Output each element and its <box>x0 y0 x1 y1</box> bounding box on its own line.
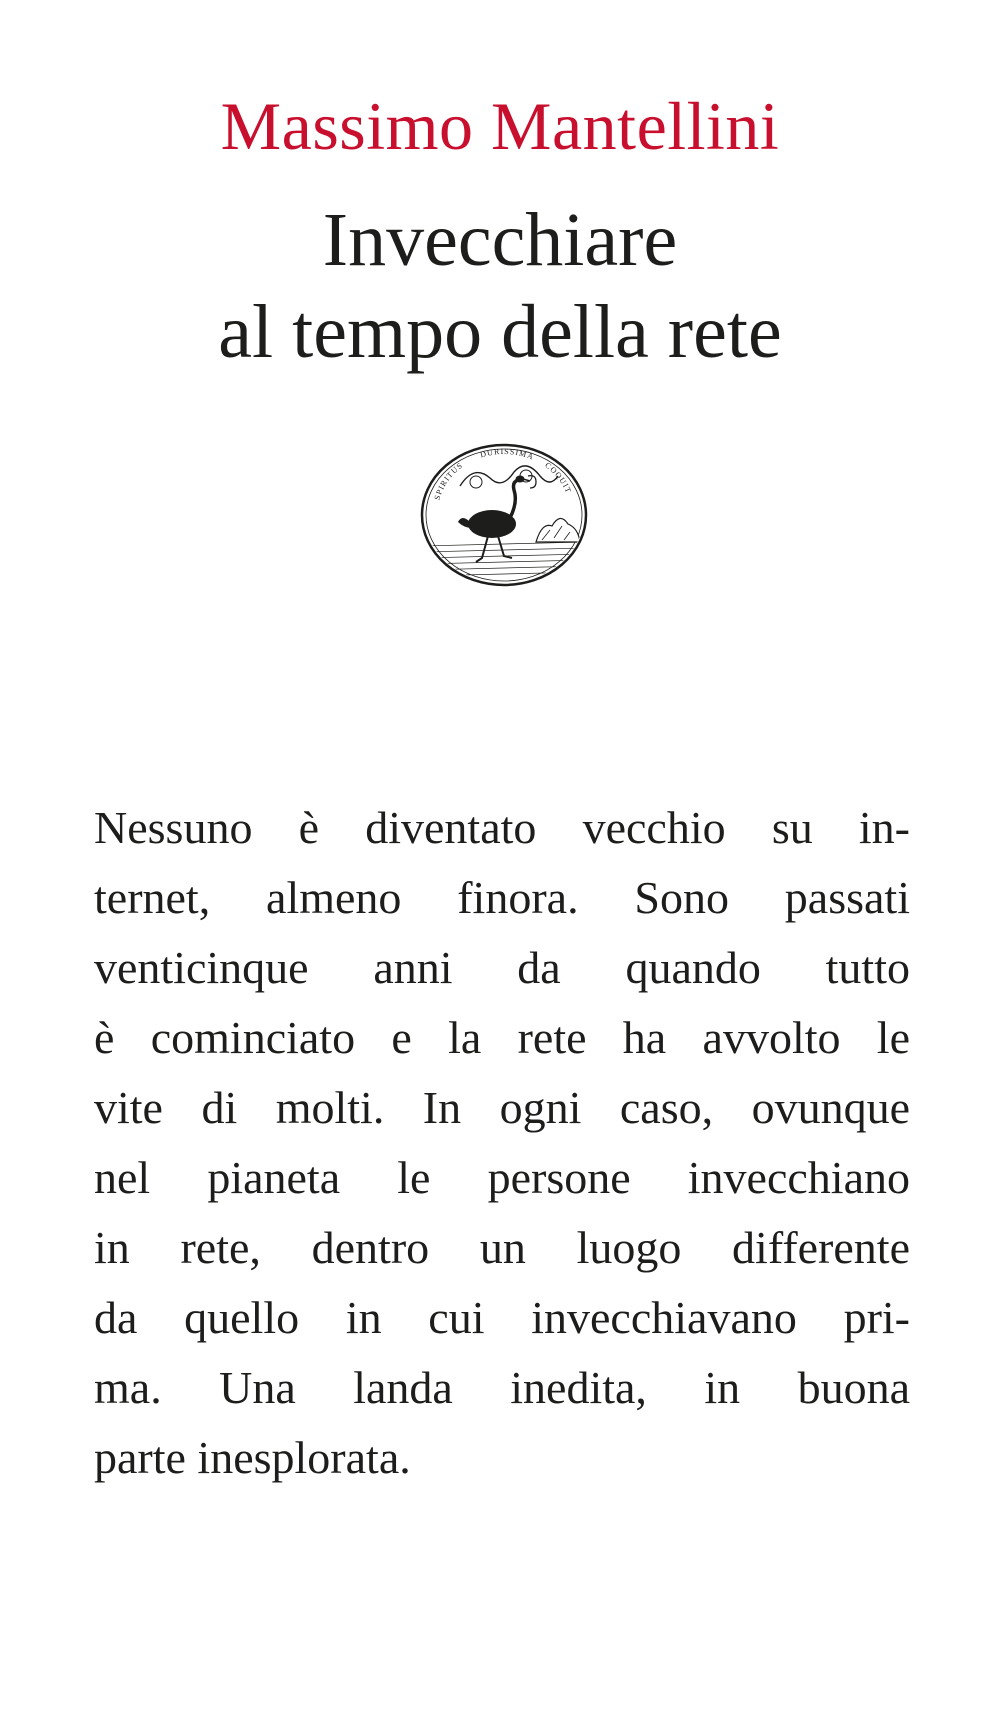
blurb-line: da quello in cui invecchiavano pri- <box>94 1292 910 1343</box>
title-line-2: al tempo della rete <box>218 290 782 374</box>
title-line-1: Invecchiare <box>322 198 678 282</box>
blurb-line: Nessuno è diventato vecchio su in- <box>94 802 910 853</box>
back-blurb <box>94 793 910 1493</box>
blurb-line: è cominciato e la rete ha avvolto le <box>94 1012 910 1063</box>
motto-left: SPIRITUS <box>432 460 465 502</box>
blurb-line: ternet, almeno finora. Sono passati <box>94 872 910 923</box>
book-title <box>0 194 1000 378</box>
blurb-line: parte inesplorata. <box>94 1432 411 1483</box>
ostrich-emblem-icon <box>418 442 590 588</box>
blurb-line: in rete, dentro un luogo differente <box>94 1222 910 1273</box>
blurb-line: ma. Una landa inedita, in buona <box>94 1362 910 1413</box>
blurb-line: venticinque anni da quando tutto <box>94 942 910 993</box>
motto-mid: DURISSIMA <box>479 446 536 462</box>
blurb-line: vite di molti. In ogni caso, ovunque <box>94 1082 910 1133</box>
blurb-line: nel pianeta le persone invecchiano <box>94 1152 910 1203</box>
author-name: Massimo Mantellini <box>220 88 780 164</box>
motto-right: COQUIT <box>543 460 574 495</box>
